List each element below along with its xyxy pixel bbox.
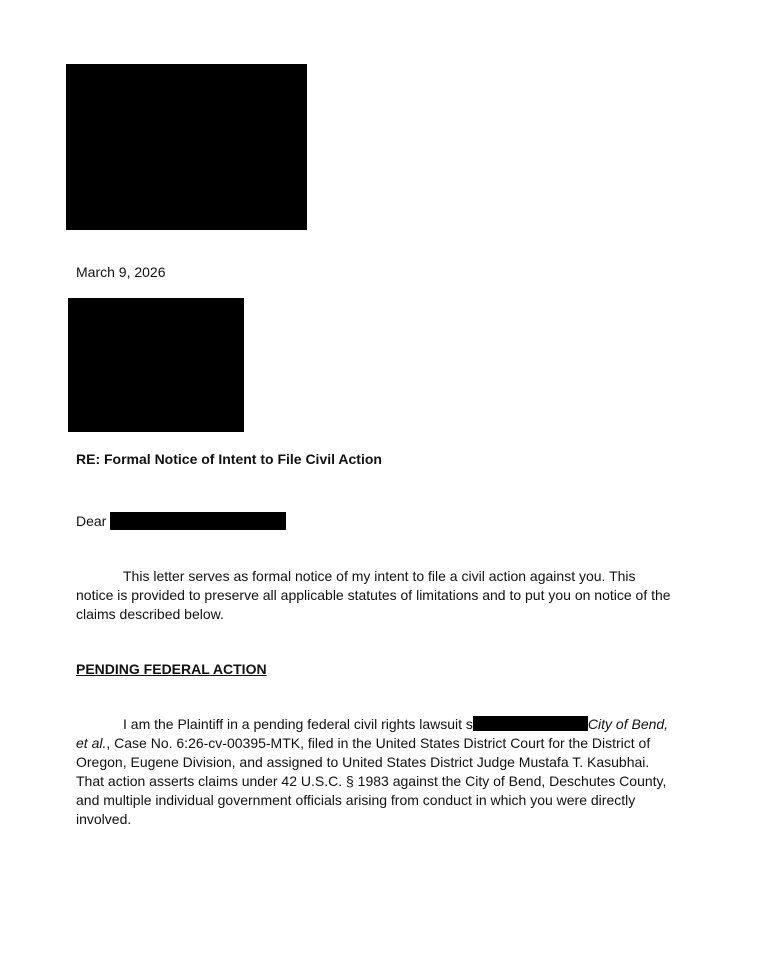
case-name-text: City of Bend,	[587, 716, 669, 732]
section-heading: PENDING FEDERAL ACTION	[76, 661, 267, 677]
salutation	[76, 512, 106, 531]
paragraph-line: Oregon, Eugene Division, and assigned to United States District Judge Mustafa T. Kasubhai.	[76, 754, 650, 770]
federal-action-paragraph	[76, 715, 696, 829]
subject-line: RE: Formal Notice of Intent to File Civil Action	[76, 451, 382, 467]
redacted-recipient-name	[110, 512, 286, 530]
paragraph-line	[76, 734, 696, 753]
redacted-recipient-block	[68, 298, 244, 432]
paragraph-line: This letter serves as formal notice of my intent to file a civil action against you. This	[123, 568, 636, 584]
paragraph-line: claims described below.	[76, 606, 224, 622]
paragraph-line	[76, 715, 696, 734]
paragraph-line: That action asserts claims under 42 U.S.C. § 1983 against the City of Bend, Deschutes County,	[76, 773, 667, 789]
redacted-sender-block	[66, 64, 307, 230]
redacted-case-name	[473, 716, 588, 731]
paragraph-line: notice is provided to preserve all applicable statutes of limitations and to put you on notice of the	[76, 587, 671, 603]
salutation-text: Dear	[76, 513, 107, 529]
intent-paragraph	[76, 567, 696, 624]
paragraph-line: and multiple individual government officials arising from conduct in which you were directly	[76, 792, 636, 808]
line-text: , Case No. 6:26-cv-00395-MTK, filed in the United States District Court for the District of	[106, 735, 651, 751]
paragraph-line: involved.	[76, 811, 132, 827]
letter-date: March 9, 2026	[76, 264, 166, 280]
line-text: I am the Plaintiff in a pending federal civil rights lawsuit s	[123, 716, 473, 732]
et-al-text: et al.	[76, 735, 107, 751]
